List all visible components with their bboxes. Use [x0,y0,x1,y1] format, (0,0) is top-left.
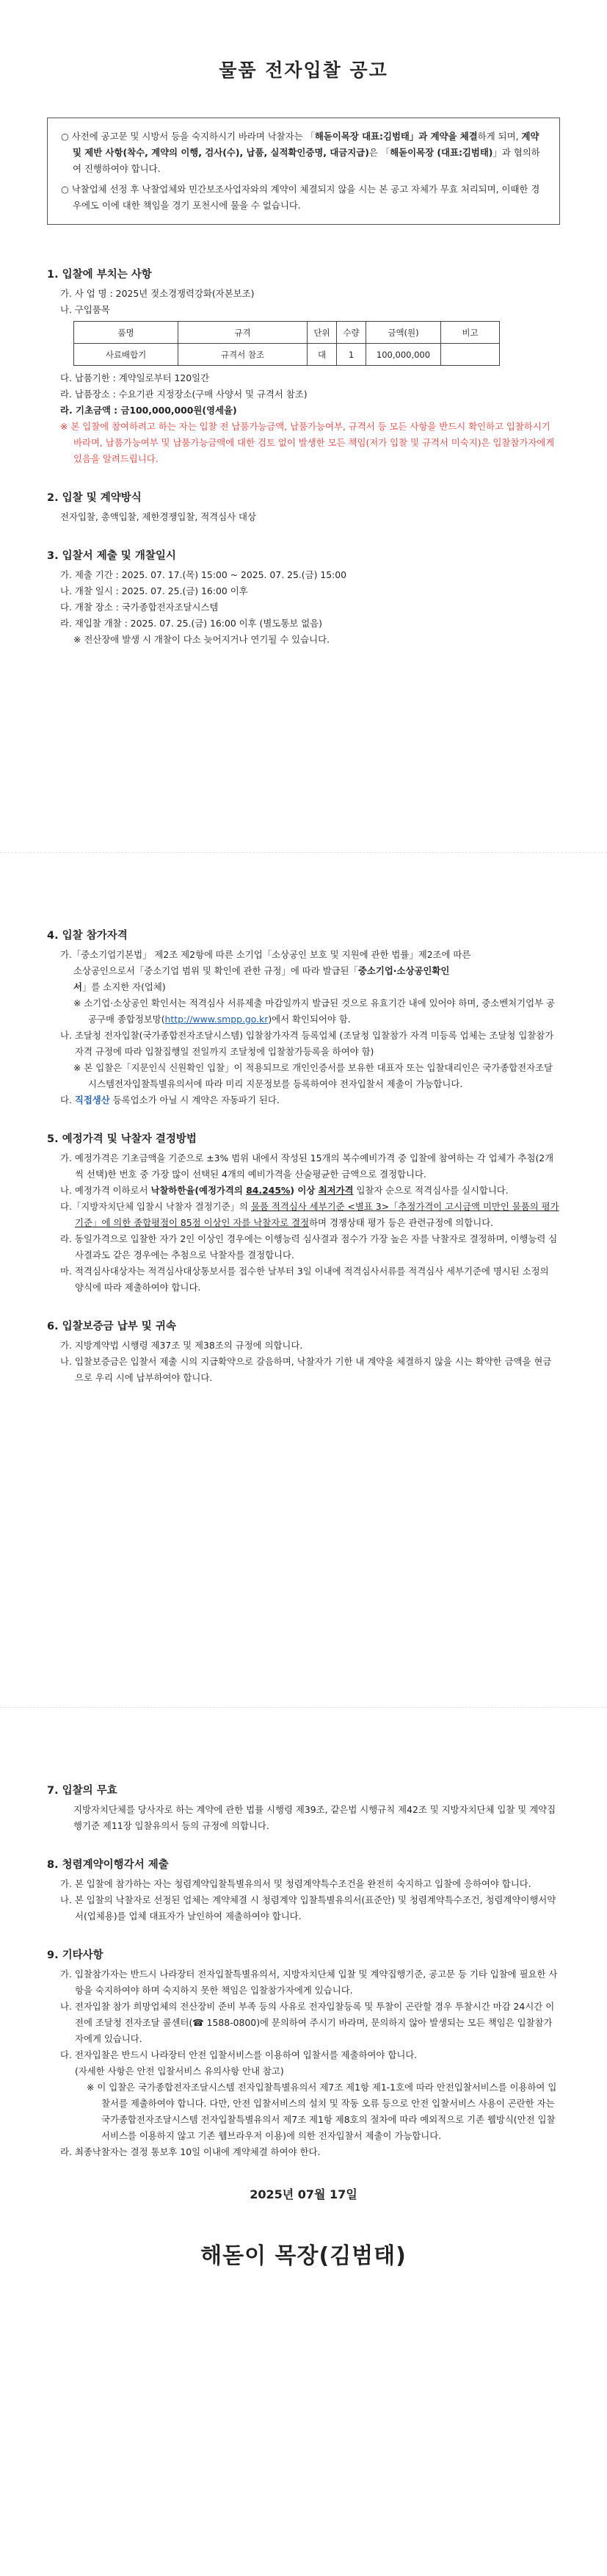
item-na: 나. 개찰 일시 : 2025. 07. 25.(금) 16:00 이후 [60,585,248,596]
section-body: 전자입찰, 총액입찰, 제한경쟁입찰, 적격심사 대상 [60,511,256,522]
table-cell: 사료배합기 [74,344,178,366]
page-1 [0,56,607,648]
item-base-price: 라. 기초금액 : 금100,000,000원(영세율) [60,405,237,416]
warning-note: ※ 본 입찰에 참여하려고 하는 자는 입찰 전 납품가능금액, 납품가능여부, 규격서 등 모든 사항을 반드시 확인하고 입찰하시기 바라며, 납품가능여부 및 납품가능금액에 대한 검토 없이 발생한 모든 책임(저가 입찰 및 규격서 미숙지)은 입찰참가자에게 있음을 알려드립니다. [60,421,555,464]
item-ga: 가. 제출 기간 : 2025. 07. 17.(목) 15:00 ~ 2025. 07. 25.(금) 15:00 [60,569,347,580]
item-na: 나. 예정가격 이하로서 낙찰하한율(예정가격의 84.245%) 이상 최저가격 입찰자 순으로 적격심사를 실시합니다. [60,1185,509,1196]
section-7 [47,1782,560,1834]
item-da: 다. 납품기한 : 계약일로부터 120일간 [60,372,210,383]
page-divider [0,1707,607,1708]
section-6 [47,1318,560,1386]
table-cell: 대 [308,344,337,366]
table-cell [441,344,500,366]
table-header: 품명 [74,322,178,344]
announcement-date: 2025년 07월 17일 [250,2187,357,2201]
table-header: 금액(원) [366,322,441,344]
item-na: 나. 전자입찰 참가 희망업체의 전산장비 준비 부족 등의 사유로 전자입찰등록 및 투찰이 곤란할 경우 투찰시간 마감 24시간 이전에 조달청 전자조달 콜센터(☎ 1588-0800)에 문의하여 주시기 바라며, 문의하지 않아 발생되는 모든 책임은 입찰참가자에게 있습니다. [60,2001,555,2044]
item-na: 나. 조달청 전자입찰(국가종합전자조달시스템) 입찰참가자격 등록업체 (조달청 입찰참가 자격 미등록 업체는 조달청 입찰참가자격 규정에 따라 입찰집행일 전일까지 조달청에 입찰참가등록을 하여야 함) [60,1030,554,1057]
section-4 [47,927,560,1108]
table-cell: 100,000,000 [366,344,441,366]
item-ga: 가. 본 입찰에 참가하는 자는 청렴계약입찰특별유의서 및 청렴계약특수조건을 완전히 숙지하고 입찰에 응하여야 합니다. [60,1878,531,1889]
item-ga: 가. 지방계약법 시행령 제37조 및 제38조의 규정에 의합니다. [60,1340,303,1351]
notice-paragraph-1: ○ 사전에 공고문 및 시방서 등을 숙지하시기 바라며 낙찰자는 「해돋이목장 대표:김범태」과 계약을 체결하게 되며, 계약 및 제반 사항(착수, 계약의 이행, 검사(수), 납품, 실적확인증명, 대금지급)은 「해돋이목장 (대표:김범태)」과 협의하여 진행하여야 합니다. [61,131,540,174]
page-title: 물품 전자입찰 공고 [219,59,388,81]
item-ga-cont: 소상공인으로서「중소기업 범위 및 확인에 관한 규정」에 따라 발급된「중소기업·소상공인확인 [73,965,450,976]
section-heading: 7. 입찰의 무효 [47,1785,117,1797]
page-divider [0,852,607,853]
note: ※ 본 입찰은「지문인식 신원확인 입찰」이 적용되므로 개인인증서를 보유한 대표자 또는 입찰대리인은 국가종합전자조달시스템전자입찰특별유의서에 따라 미리 지문정보를 등록하여야 전자입찰서 제출이 가능합니다. [73,1062,553,1089]
items-table [73,321,500,366]
section-heading: 1. 입찰에 부치는 사항 [47,269,152,281]
note: ※ 이 입찰은 국가종합전자조달시스템 전자입찰특별유의서 제7조 제1항 제1-1호에 따라 안전입찰서비스를 이용하여 입찰서를 제출하여야 합니다. 다만, 안전 입찰서비스의 설치 및 작동 오류 등으로 안전 입찰서비스 사용이 곤란한 자는 국가종합전자조달시스템 전자입찰특별유의서 제7조 제1항 제8호의 절차에 따라 예외적으로 기존 웹방식(안전 입찰서비스를 이용하지 않고 기존 웹브라우저 이용)에 의한 전자입찰서 제출이 가능합니다. [87,2082,557,2141]
table-header: 비고 [441,322,500,344]
item-ga: 가. 입찰참가자는 반드시 나라장터 전자입찰특별유의서, 지방자치단체 입찰 및 계약집행기준, 공고문 등 기타 입찰에 필요한 사항을 숙지하여야 하며 숙지하지 못한 책임은 입찰참가자에게 있습니다. [60,1969,558,1996]
item-da-cont: (자세한 사항은 안전 입찰서비스 유의사항 안내 참고) [75,2066,284,2077]
item-da: 다. 전자입찰은 반드시 나라장터 안전 입찰서비스를 이용하여 입찰서를 제출하여야 합니다. [60,2049,418,2060]
item-na: 나. 본 입찰의 낙찰자로 선정된 업체는 계약체결 시 청렴계약 입찰특별유의서(표준안) 및 청렴계약특수조건, 청렴계약이행서약서(업체용)를 업체 대표자가 날인하여 제출하여야 합니다. [60,1894,556,1922]
note: ※ 전산장애 발생 시 개찰이 다소 늦어지거나 연기될 수 있습니다. [73,634,330,645]
issuer-signature: 해돋이 목장(김범태) [200,2243,407,2269]
item-da: 다. 직접생산 등록업소가 아닐 시 계약은 자동파기 된다. [60,1094,280,1105]
item-da: 다.「지방자치단체 입찰시 낙찰자 결정기준」의 물품 적격심사 세부기준 <별표 3>「추정가격이 고시금액 미만인 물품의 평가기준」에 의한 종합평점이 85점 이상인 자를 낙찰자로 결정하며 경쟁상태 평가 등은 관련규정에 의합니다. [60,1201,559,1228]
item-da: 다. 개찰 장소 : 국가종합전자조달시스템 [60,602,219,613]
item-ma: 마. 적격심사대상자는 적격심사대상통보서를 접수한 날부터 3일 이내에 적격심사서류를 적격심사 세부기준에 명시된 소정의 양식에 따라 제출하여야 합니다. [60,1266,549,1293]
section-5 [47,1130,560,1296]
section-heading: 8. 청렴계약이행각서 제출 [47,1859,169,1871]
note: ※ 소기업·소상공인 확인서는 적격심사 서류제출 마감일까지 발급된 것으로 유효기간 내에 있어야 하며, 중소벤처기업부 공공구매 종합정보망(http://www.smpp.go.kr)에서 확인되어야 함. [73,997,555,1025]
section-heading: 5. 예정가격 및 낙찰자 결정방법 [47,1133,197,1145]
section-body: 지방자치단체를 당사자로 하는 계약에 관한 법률 시행령 제39조, 같은법 시행규칙 제42조 및 지방자치단체 입찰 및 계약집행기준 제11장 입찰유의서 등의 규정에 의합니다. [73,1804,556,1831]
section-3 [47,547,560,648]
section-2 [47,489,560,525]
section-heading: 4. 입찰 참가자격 [47,930,128,942]
section-heading: 6. 입찰보증금 납부 및 귀속 [47,1321,176,1332]
table-header: 단위 [308,322,337,344]
page-2 [0,927,607,1386]
item-ra: 라. 재입찰 개찰 : 2025. 07. 25.(금) 16:00 이후 (별도통보 없음) [60,618,322,629]
item-ga-cont: 서」를 소지한 자(업체) [73,981,166,992]
page-3 [0,1782,607,2270]
section-heading: 2. 입찰 및 계약방식 [47,492,142,504]
item-ga: 가. 예정가격은 기초금액을 기준으로 ±3% 범위 내에서 작성된 15개의 복수예비가격 중 입찰에 참여하는 각 업체가 추첨(2개씩 선택)한 번호 중 가장 많이 선택된 4개의 예비가격을 산술평균한 금액으로 결정합니다. [60,1152,554,1180]
section-heading: 3. 입찰서 제출 및 개찰일시 [47,550,176,562]
smpp-link[interactable]: http://www.smpp.go.kr [164,1014,269,1025]
section-1 [47,266,560,467]
table-cell: 규격서 참조 [178,344,308,366]
item-ra: 라. 동일가격으로 입찰한 자가 2인 이상인 경우에는 이행능력 심사결과 점수가 가장 높은 자를 낙찰자로 결정하며, 이행능력 심사결과도 같은 경우에는 추첨으로 낙찰자를 결정합니다. [60,1233,558,1260]
item-ga: 가.「중소기업기본법」 제2조 제2항에 따른 소기업「소상공인 보호 및 지원에 관한 법률」제2조에 따른 [60,949,471,960]
table-cell: 1 [337,344,366,366]
item-ga: 가. 사 업 명 : 2025년 젖소경쟁력강화(자본보조) [60,288,255,299]
section-9 [47,1947,560,2160]
item-na: 나. 구입품목 [60,304,110,315]
table-header: 규격 [178,322,308,344]
table-row [74,344,500,366]
section-8 [47,1856,560,1924]
table-header: 수량 [337,322,366,344]
item-ra: 라. 최종낙찰자는 결정 통보후 10일 이내에 계약체결 하여야 한다. [60,2146,321,2157]
item-na: 나. 입찰보증금은 입찰서 제출 시의 지급확약으로 갈음하며, 낙찰자가 기한 내 계약을 체결하지 않을 시는 확약한 금액을 현금으로 우리 시에 납부하여야 합니다. [60,1356,552,1383]
item-ra: 라. 납품장소 : 수요기관 지정장소(구매 사양서 및 규격서 참조) [60,389,308,400]
table-header-row [74,322,500,344]
notice-box [47,118,560,225]
section-heading: 9. 기타사항 [47,1949,103,1961]
notice-paragraph-2: ○ 낙찰업체 선정 후 낙찰업체와 민간보조사업자와의 계약이 체결되지 않을 시는 본 공고 자체가 무효 처리되며, 이때한 경우에도 이에 대한 책임을 경기 포천시에 물을 수 없습니다. [61,184,540,211]
